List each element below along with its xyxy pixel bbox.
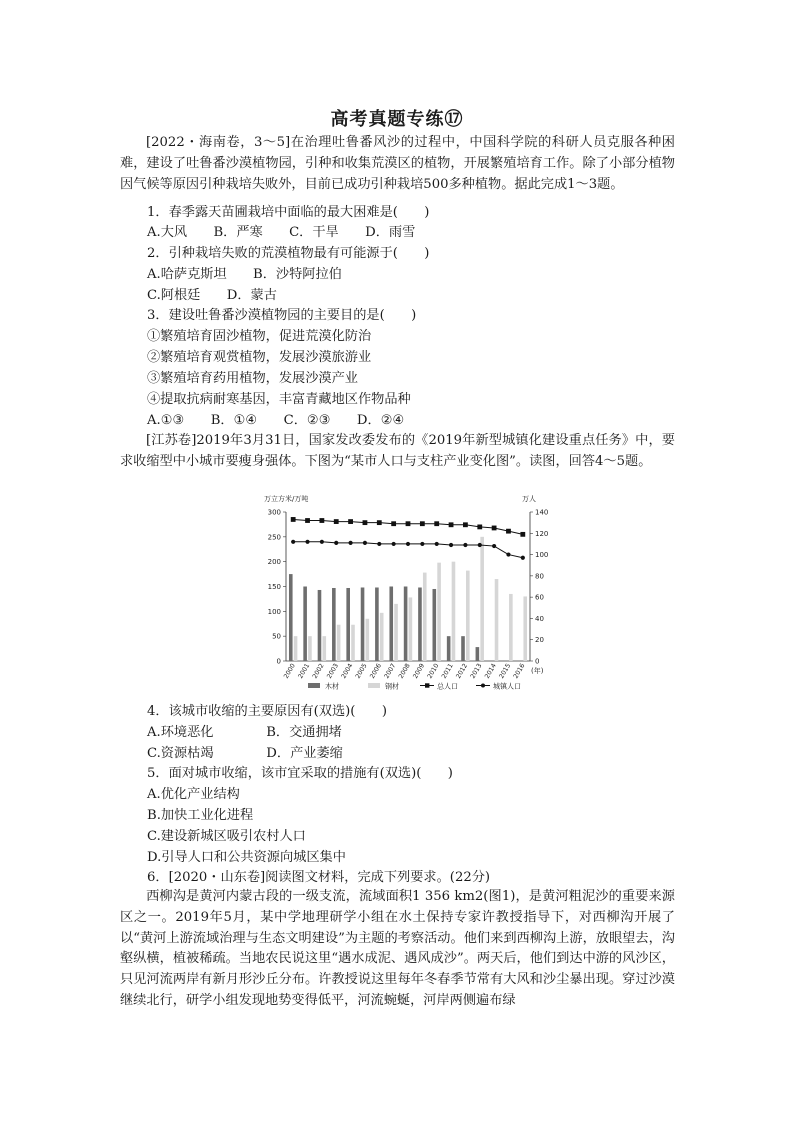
left-tick-label: 0 bbox=[276, 657, 281, 666]
legend-marker-城镇人口 bbox=[481, 684, 485, 688]
point-城镇人口 bbox=[463, 543, 467, 547]
left-tick-label: 200 bbox=[267, 558, 281, 567]
bar-钢材 bbox=[452, 562, 456, 661]
bar-钢材 bbox=[437, 563, 441, 661]
point-总人口 bbox=[348, 519, 353, 524]
x-tick-label: 2009 bbox=[412, 662, 427, 680]
point-总人口 bbox=[291, 517, 296, 522]
bar-钢材 bbox=[308, 636, 312, 661]
bar-木材 bbox=[318, 590, 322, 661]
question-1-options: A.大风 B．严寒 C．干旱 D．雨雪 bbox=[147, 225, 416, 240]
bar-木材 bbox=[375, 587, 379, 661]
bar-钢材 bbox=[466, 571, 470, 661]
passage-paragraph bbox=[120, 887, 675, 1012]
left-tick-label: 100 bbox=[267, 607, 281, 616]
x-tick-label: 2010 bbox=[426, 662, 441, 680]
bar-钢材 bbox=[366, 619, 370, 661]
bar-钢材 bbox=[495, 579, 499, 661]
point-总人口 bbox=[506, 529, 511, 534]
bar-钢材 bbox=[294, 636, 298, 661]
bar-钢材 bbox=[394, 604, 398, 661]
bar-钢材 bbox=[423, 573, 427, 661]
x-tick-label: 2004 bbox=[340, 662, 355, 680]
question-5-option-d: D.引导人口和公共资源向城区集中 bbox=[147, 850, 346, 865]
right-tick-label: 0 bbox=[535, 657, 540, 666]
point-城镇人口 bbox=[348, 541, 352, 545]
point-总人口 bbox=[420, 521, 425, 526]
point-总人口 bbox=[391, 521, 396, 526]
point-城镇人口 bbox=[492, 544, 496, 548]
point-城镇人口 bbox=[320, 540, 324, 544]
x-tick-label: 2008 bbox=[397, 662, 412, 680]
question-6-stem: 6．[2020・山东卷]阅读图文材料，完成下列要求。(22分) bbox=[147, 870, 491, 885]
x-tick-label: 2006 bbox=[368, 662, 384, 680]
point-城镇人口 bbox=[506, 552, 510, 556]
point-总人口 bbox=[363, 520, 368, 525]
point-总人口 bbox=[449, 522, 454, 527]
point-总人口 bbox=[492, 526, 497, 531]
question-3-stem: 3．建设吐鲁番沙漠植物园的主要目的是( ) bbox=[147, 308, 417, 323]
right-tick-label: 20 bbox=[535, 636, 544, 645]
population-industry-chart bbox=[260, 491, 560, 701]
point-城镇人口 bbox=[291, 540, 295, 544]
question-4-options-row-2: C.资源枯竭 D．产业萎缩 bbox=[147, 746, 343, 761]
page-title: 高考真题专练⑰ bbox=[330, 109, 464, 130]
point-城镇人口 bbox=[305, 540, 309, 544]
question-3-statement-4: ④提取抗病耐寒基因，丰富青藏地区作物品种 bbox=[147, 392, 411, 407]
right-tick-label: 120 bbox=[535, 529, 549, 538]
legend-label-钢材: 钢材 bbox=[385, 682, 399, 691]
point-总人口 bbox=[377, 520, 382, 525]
bar-木材 bbox=[332, 588, 336, 661]
bar-木材 bbox=[389, 587, 393, 662]
right-tick-label: 100 bbox=[535, 551, 549, 560]
bar-钢材 bbox=[380, 613, 384, 661]
bar-钢材 bbox=[351, 625, 355, 661]
question-3-statement-2: ②繁殖培育观赏植物，发展沙漠旅游业 bbox=[147, 350, 372, 365]
bar-木材 bbox=[433, 589, 437, 661]
legend-label-木材: 木材 bbox=[325, 682, 339, 691]
x-tick-label: 2001 bbox=[297, 662, 312, 680]
intro-paragraph-1 bbox=[120, 133, 675, 195]
legend-label-城镇人口: 城镇人口 bbox=[493, 682, 521, 691]
point-城镇人口 bbox=[406, 542, 410, 546]
right-tick-label: 140 bbox=[535, 508, 549, 517]
intro-text-2: [江苏卷]2019年3月31日，国家发改委发布的《2019年新型城镇化建设重点任务》中，要求收缩型中小城市要瘦身强体。下图为“某市人口与支柱产业变化图”。读图，回答4～5题。 bbox=[120, 433, 675, 469]
right-tick-label: 40 bbox=[535, 614, 544, 623]
x-tick-label: 2012 bbox=[455, 662, 470, 680]
passage-text: 西柳沟是黄河内蒙古段的一级支流，流域面积1 356 km2(图1)，是黄河粗泥沙的重要来源区之一。2019年5月，某中学地理研学小组在水土保持专家许教授指导下，对西柳沟开展了以“黄河上游流域治理与生态文明建设”为主题的考察活动。他们来到西柳沟上游，放眼望去，沟壑纵横，植被稀疏。当地农民说这里“遇水成泥、遇风成沙”。两天后，他们到达中游的风沙区，只见河流两岸有新月形沙丘分布。许教授说这里每年冬春季节常有大风和沙尘暴出现。穿过沙漠继续北行，研学小组发现地势变得低平，河流蜿蜒，河岸两侧遍布绿 bbox=[120, 889, 675, 1008]
question-5-option-c: C.建设新城区吸引农村人口 bbox=[147, 829, 306, 844]
bar-木材 bbox=[303, 587, 307, 662]
right-axis-label: 万人 bbox=[522, 495, 536, 503]
x-tick-label: 2014 bbox=[483, 662, 498, 680]
intro-text-1: [2022・海南卷，3～5]在治理吐鲁番风沙的过程中，中国科学院的科研人员克服各种困难，建设了吐鲁番沙漠植物园，引种和收集荒漠区的植物，开展繁殖培育工作。除了小部分植物因气候等原因引种栽培失败外，目前已成功引种栽培500多种植物。据此完成1～3题。 bbox=[120, 135, 675, 192]
point-城镇人口 bbox=[420, 542, 424, 546]
point-总人口 bbox=[406, 521, 411, 526]
x-tick-label: 2016 bbox=[512, 662, 527, 680]
bar-钢材 bbox=[509, 594, 513, 661]
question-2-options-row-1: A.哈萨克斯坦 B．沙特阿拉伯 bbox=[147, 267, 342, 282]
left-tick-label: 300 bbox=[267, 508, 281, 517]
bar-木材 bbox=[361, 587, 365, 661]
left-tick-label: 150 bbox=[267, 583, 281, 591]
bar-木材 bbox=[447, 636, 451, 661]
bar-木材 bbox=[289, 574, 293, 661]
question-4-options-row-1: A.环境恶化 B．交通拥堵 bbox=[147, 725, 342, 740]
legend-label-总人口: 总人口 bbox=[437, 682, 458, 691]
left-axis-label: 万立方米/万吨 bbox=[264, 495, 309, 503]
legend-marker-总人口 bbox=[425, 683, 429, 687]
question-3-statement-1: ①繁殖培育固沙植物，促进荒漠化防治 bbox=[147, 329, 372, 344]
left-tick-label: 50 bbox=[272, 632, 281, 641]
bar-木材 bbox=[476, 647, 480, 661]
point-总人口 bbox=[305, 518, 310, 523]
point-总人口 bbox=[334, 519, 339, 524]
intro-paragraph-2 bbox=[120, 431, 675, 473]
bar-木材 bbox=[461, 636, 465, 661]
point-城镇人口 bbox=[363, 541, 367, 545]
x-tick-label: 2005 bbox=[354, 662, 369, 680]
question-2-options-row-2: C.阿根廷 D．蒙古 bbox=[147, 288, 277, 303]
bar-钢材 bbox=[337, 625, 341, 661]
point-总人口 bbox=[319, 518, 324, 523]
bar-钢材 bbox=[523, 596, 527, 661]
x-tick-label: 2013 bbox=[469, 662, 484, 680]
bar-钢材 bbox=[322, 636, 326, 661]
bar-钢材 bbox=[409, 597, 413, 661]
bar-钢材 bbox=[480, 537, 484, 661]
point-总人口 bbox=[477, 525, 482, 530]
x-tick-label: 2003 bbox=[325, 662, 340, 680]
left-tick-label: 250 bbox=[267, 533, 281, 542]
point-城镇人口 bbox=[449, 543, 453, 547]
bar-木材 bbox=[418, 587, 422, 661]
question-1-stem: 1．春季露天苗圃栽培中面临的最大困难是( ) bbox=[147, 205, 430, 220]
legend-swatch-木材 bbox=[308, 683, 320, 688]
question-5-option-a: A.优化产业结构 bbox=[147, 787, 240, 802]
x-tick-label: 2000 bbox=[282, 662, 297, 680]
x-tick-label: 2007 bbox=[383, 662, 398, 680]
bar-木材 bbox=[346, 588, 350, 661]
right-tick-label: 80 bbox=[535, 572, 544, 581]
point-城镇人口 bbox=[334, 541, 338, 545]
question-5-stem: 5．面对城市收缩，该市宜采取的措施有(双选)( ) bbox=[147, 766, 453, 781]
point-城镇人口 bbox=[478, 543, 482, 547]
question-4-stem: 4．该城市收缩的主要原因有(双选)( ) bbox=[147, 704, 387, 719]
point-总人口 bbox=[520, 532, 525, 537]
legend-swatch-钢材 bbox=[368, 683, 380, 688]
x-tick-label: 2011 bbox=[440, 662, 455, 680]
point-城镇人口 bbox=[377, 542, 381, 546]
point-城镇人口 bbox=[521, 556, 525, 560]
right-tick-label: 60 bbox=[535, 593, 544, 602]
x-unit-label: (年) bbox=[531, 667, 544, 675]
x-tick-label: 2002 bbox=[311, 662, 326, 680]
point-城镇人口 bbox=[392, 542, 396, 546]
point-城镇人口 bbox=[435, 542, 439, 546]
point-总人口 bbox=[463, 522, 468, 527]
x-tick-label: 2015 bbox=[498, 662, 513, 680]
question-3-statement-3: ③繁殖培育药用植物，发展沙漠产业 bbox=[147, 371, 358, 386]
point-总人口 bbox=[434, 521, 439, 526]
question-3-options: A.①③ B．①④ C．②③ D．②④ bbox=[147, 413, 405, 428]
question-2-stem: 2．引种栽培失败的荒漠植物最有可能源于( ) bbox=[147, 246, 430, 261]
question-5-option-b: B.加快工业化进程 bbox=[147, 808, 254, 823]
bar-木材 bbox=[404, 587, 408, 662]
